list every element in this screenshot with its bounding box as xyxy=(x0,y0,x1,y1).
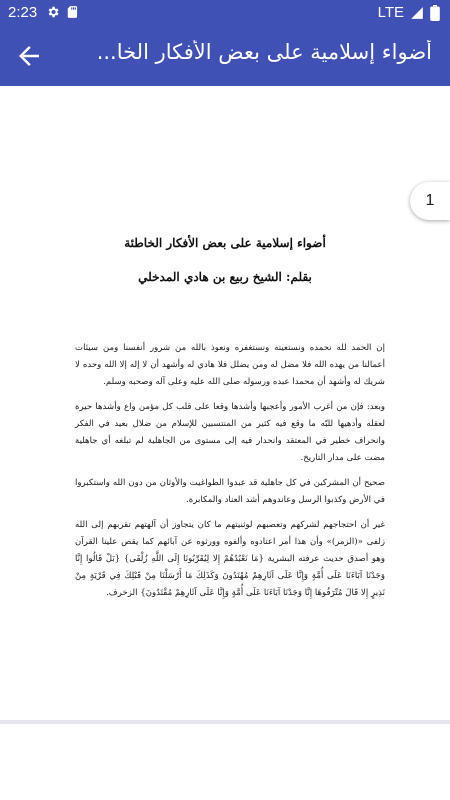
arrow-left-icon[interactable] xyxy=(14,41,44,71)
app-bar-title: أضواء إسلامية على بعض الأفكار الخا... xyxy=(96,40,432,64)
document-page[interactable] xyxy=(0,86,450,720)
app-bar xyxy=(0,26,450,86)
status-time: 2:23 xyxy=(8,4,38,21)
gear-icon xyxy=(46,5,60,19)
paragraph: صحيح أن المشركين في كل جاهلية قد عبدوا الطواغيت والأوثان من دون الله واستكبروا في الأرض وكذبوا الرسل وعاندوهم أشد العناد والمكابرة. xyxy=(75,478,385,505)
sd-card-icon xyxy=(66,5,80,19)
battery-icon xyxy=(430,5,440,21)
next-page-area[interactable] xyxy=(0,724,450,800)
status-bar xyxy=(0,0,450,26)
page-number-badge[interactable]: 1 xyxy=(410,182,450,220)
network-type: LTE xyxy=(377,4,404,21)
document-author: بقلم: الشيخ ربيع بن هادي المدخلي xyxy=(138,270,312,284)
paragraph: وبعد: فإن من أغرب الأمور وأعجبها وأشدها وقعا على قلب كل مؤمن واع وأشدها حيرة لعقله وأدهيها للبّه ما وقع فيه كثير من المنتسبين للإسلام من ضلال بعيد في الفكر وانحراف خطير في المعتقد وانحدار فيه إلى مستوى من الجاهلية لم تبلغه أي جاهلية مضت على مدار التاريخ. xyxy=(75,402,385,463)
paragraph: غير أن احتجاجهم لشركهم وتعصبهم لوثنيتهم ما كان يتجاوز أن آلهتهم تقربهم إلى الله زلفى «(الزمر)» وأن هذا أمر اعتادوه وألفوه وورثوه عن آبائهم كما يقص علينا القرآن وهو أصدق حديث عرفته البشرية {مَا نَعْبُدُهُمْ إِلا لِيُقَرِّبُونَا إِلَى اللَّهِ زُلْفَى} {بَلْ قَالُوا إِنَّا وَجَدْنَا آبَاءَنَا عَلَى أُمَّةٍ وَإِنَّا عَلَى آثَارِهِمْ مُهْتَدُونَ وَكَذَلِكَ مَا أَرْسَلْنَا مِنْ قَبْلِكَ فِي قَرْيَةٍ مِنْ نَذِيرٍ إِلا قَالَ مُتْرَفُوهَا إِنَّا وَجَدْنَا آبَاءَنَا عَلَى أُمَّةٍ وَإِنَّا عَلَى آثَارِهِمْ مُقْتَدُونَ} الزخرف. xyxy=(75,520,385,598)
document-body xyxy=(75,340,385,610)
document-title: أضواء إسلامية على بعض الأفكار الخاطئة xyxy=(124,236,326,250)
paragraph: إن الحمد لله نحمده ونستعينه ونستغفره ونعوذ بالله من شرور أنفسنا ومن سيئات أعمالنا من يهده الله فلا مضل له ومن يضلل فلا هادي له وأشهد أن لا إله إلا الله وحده لا شريك له وأشهد أن محمدا عبده ورسوله صلى الله عليه وعلى آله وصحبه وسلم. xyxy=(75,343,385,387)
status-right-group xyxy=(378,4,440,21)
signal-icon xyxy=(410,6,424,20)
